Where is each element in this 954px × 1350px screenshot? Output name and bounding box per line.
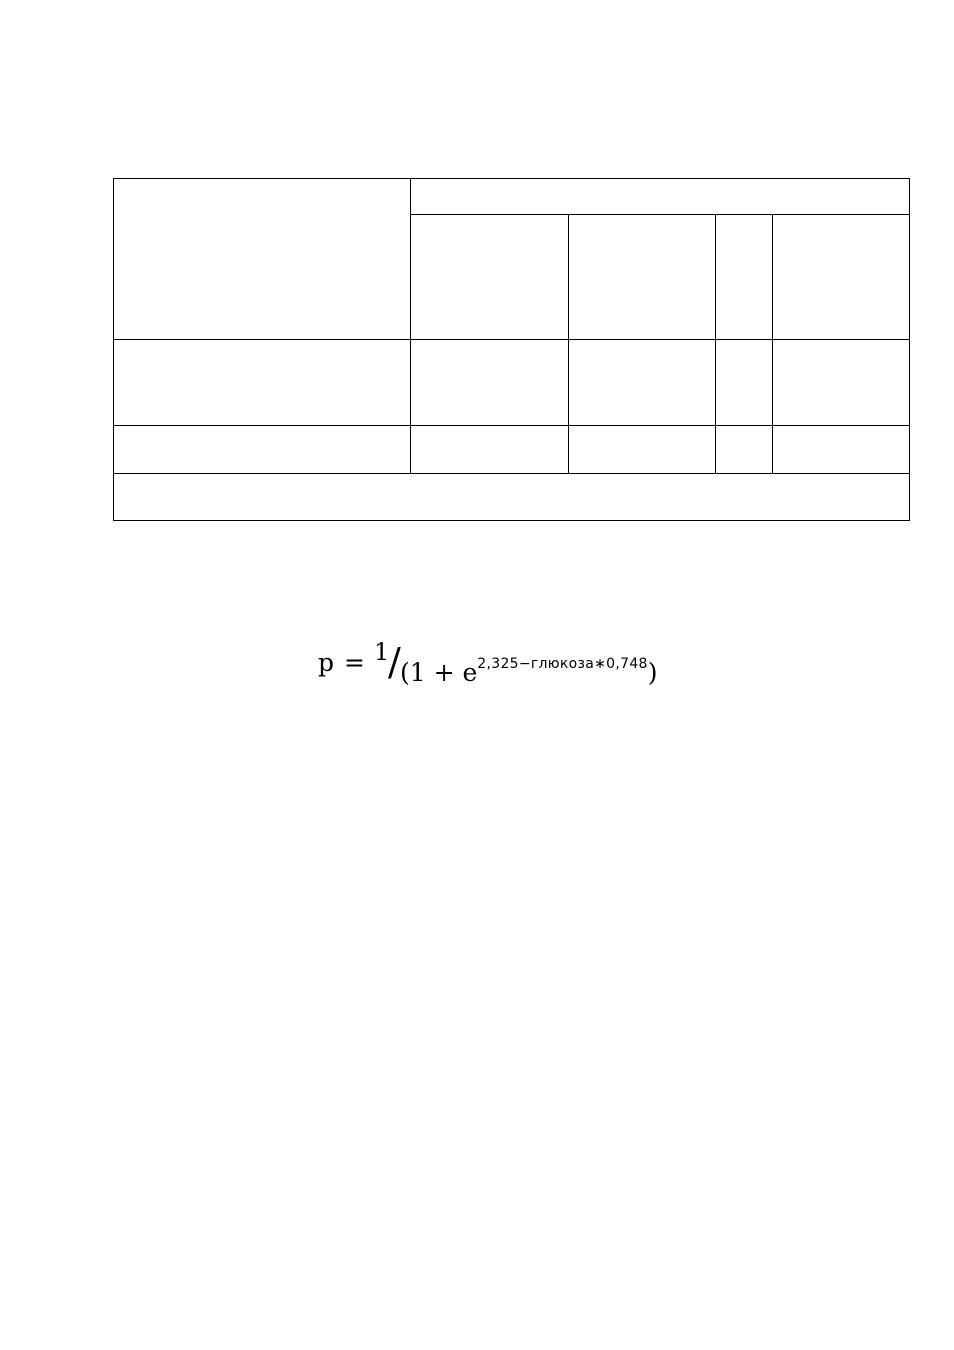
table-header-variable-cell [113,178,410,339]
table-rule-subheader [410,214,910,215]
formula-denominator-close: ) [647,658,658,687]
table-row-1-cell-4 [772,339,910,425]
table-row-1-cell-2 [568,339,715,425]
formula-fraction-slash: / [388,640,401,684]
table-header-group-cell [410,178,910,214]
table-rule-col-3 [715,214,716,473]
table-row-2-cell-4 [772,425,910,473]
table-subheader-cell-4 [772,214,910,339]
table-row-2-cell-2 [568,425,715,473]
formula-denominator [400,658,658,692]
table-row-1-cell-1 [410,339,568,425]
formula-equals-sign: = [344,648,365,677]
formula-exponent: 2,325−глюкоза∗0,748 [477,656,648,672]
table-subheader-cell-3 [715,214,772,339]
table-rule-col-2 [568,214,569,473]
formula-numerator: 1 [374,638,390,666]
table-row-1-cell-3 [715,339,772,425]
table-row-2-cell-1 [410,425,568,473]
table-border-top [113,178,910,179]
formula-lhs: p [318,648,335,677]
statistics-table [113,178,910,521]
table-subheader-cell-2 [568,214,715,339]
table-border-right [909,178,910,521]
table-border-bottom [113,520,910,521]
table-row-1-label-cell [113,339,410,425]
table-rule-col-4 [772,214,773,473]
table-rule-row-2-bottom [113,473,910,474]
table-rule-row-1-bottom [113,425,910,426]
table-footer-cell [113,473,910,521]
formula-denominator-open: (1 + e [400,658,478,687]
table-rule-header-bottom [113,339,910,340]
table-border-left [113,178,114,521]
table-rule-col-1 [410,178,411,473]
table-row-2-label-cell [113,425,410,473]
table-row-2-cell-3 [715,425,772,473]
table-subheader-cell-1 [410,214,568,339]
